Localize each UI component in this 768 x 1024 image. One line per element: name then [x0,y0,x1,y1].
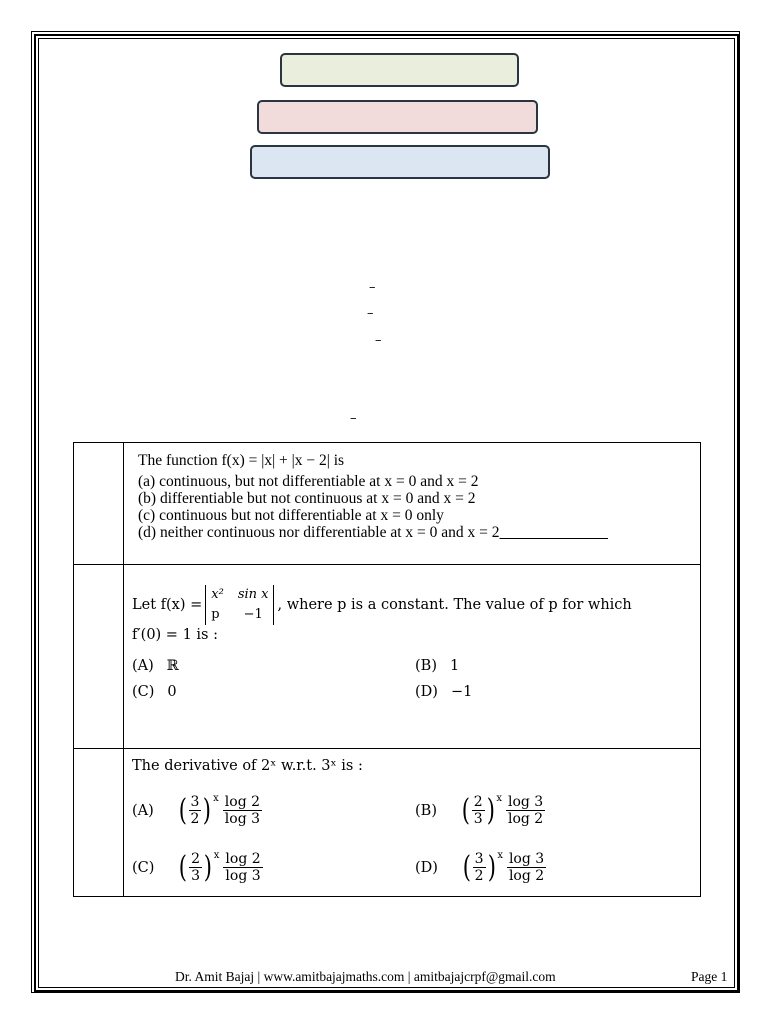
question-1-option-a: (a) continuous, but not differentiable at x = 0 and x = 2 [138,473,479,490]
base-numerator: 3 [190,794,200,810]
question-2-cell [124,565,701,749]
question-1-option-d-text: (d) neither continuous nor differentiable at x = 0 and x = 2 [138,524,500,541]
exponent: x [213,850,220,861]
option-label: (A) [132,658,154,674]
question-row-2 [74,565,701,749]
option-expression: ( $\frac{3}{2}$ ) x $\frac{\log 3}{\log 2}$ [462,849,545,885]
question-2-stem [132,585,700,625]
dash-mark: – [375,333,382,348]
option-label: (B) [415,658,437,674]
exponent: x [213,793,219,804]
base-denominator: 3 [191,868,201,884]
determinant [205,585,274,625]
log-numerator: log 2 [224,794,261,810]
log-denominator: log 3 [225,868,261,884]
log-numerator: log 3 [508,851,545,867]
question-table [73,442,701,897]
footer-text: Dr. Amit Bajaj | www.amitbajajmaths.com | amitbajajcrpf@gmail.com [175,969,556,984]
matrix-entry: sin x [237,587,269,602]
question-1-stem: The function f(x) = |x| + |x − 2| is [138,452,345,469]
question-2-options [132,653,700,705]
option-label: (D) [415,684,438,700]
question-number-cell [74,565,124,749]
option-expression: ( $\frac{2}{3}$ ) x $\frac{\log 3}{\log 2}$ [461,792,544,828]
base-denominator: 2 [474,868,484,884]
answer-blank [500,524,609,541]
question-2-let: Let f(x) = [132,597,203,613]
question-3-option-d [415,839,615,896]
question-2-option-b [415,653,615,679]
question-3-option-c [132,839,415,896]
matrix-entry: x² [211,587,224,602]
question-2-option-d [415,679,615,705]
option-value: ℝ [166,658,179,674]
option-value: 1 [449,658,460,674]
question-1-option-b: (b) differentiable but not continuous at x = 0 and x = 2 [138,490,476,507]
base-numerator: 2 [191,851,201,867]
matrix-entry: p [211,607,220,622]
base-denominator: 2 [190,811,200,827]
question-row-3 [74,749,701,897]
exponent: x [497,850,503,861]
question-3-option-b [415,782,615,839]
title-banner-blue [250,145,550,179]
exponent: x [496,793,502,804]
title-banner-green [280,53,519,87]
title-banner-pink [257,100,538,134]
dash-mark: – [367,306,374,321]
option-expression: ( $\frac{3}{2}$ ) x $\frac{\log 2}{\log 3}$ [178,792,261,828]
question-3-stem: The derivative of 2ˣ w.r.t. 3ˣ is : [132,758,363,774]
dash-mark: – [369,280,376,295]
question-1-option-c: (c) continuous but not differentiable at x = 0 only [138,507,444,524]
page-number: Page 1 [691,969,728,984]
option-label: (C) [132,859,155,876]
question-number-cell [74,443,124,565]
question-2-stem-line2: f′(0) = 1 is : [132,627,218,643]
question-3-cell [124,749,701,897]
dash-mark: – [350,411,357,426]
question-1-option-d [138,524,700,541]
question-row-1 [74,443,701,565]
base-numerator: 3 [474,851,484,867]
question-2-stem-rest: , where p is a constant. The value of p for which [277,597,632,613]
option-label: (A) [132,802,154,819]
log-numerator: log 2 [225,851,261,867]
base-numerator: 2 [473,794,483,810]
matrix-entry: −1 [243,607,263,622]
option-label: (C) [132,684,155,700]
option-label: (D) [415,859,438,876]
option-label: (B) [415,802,437,819]
question-3-option-a [132,782,415,839]
option-value: −1 [450,684,473,700]
log-denominator: log 2 [508,868,545,884]
option-value: 0 [167,684,177,700]
log-denominator: log 3 [224,811,261,827]
question-number-cell [74,749,124,897]
log-denominator: log 2 [507,811,544,827]
option-expression: ( $\frac{2}{3}$ ) x $\frac{\log 2}{\log 3}$ [179,849,261,885]
question-3-options [132,782,700,896]
log-numerator: log 3 [507,794,544,810]
question-2-option-c [132,679,415,705]
question-2-option-a [132,653,415,679]
base-denominator: 3 [473,811,483,827]
question-1-cell [124,443,701,565]
